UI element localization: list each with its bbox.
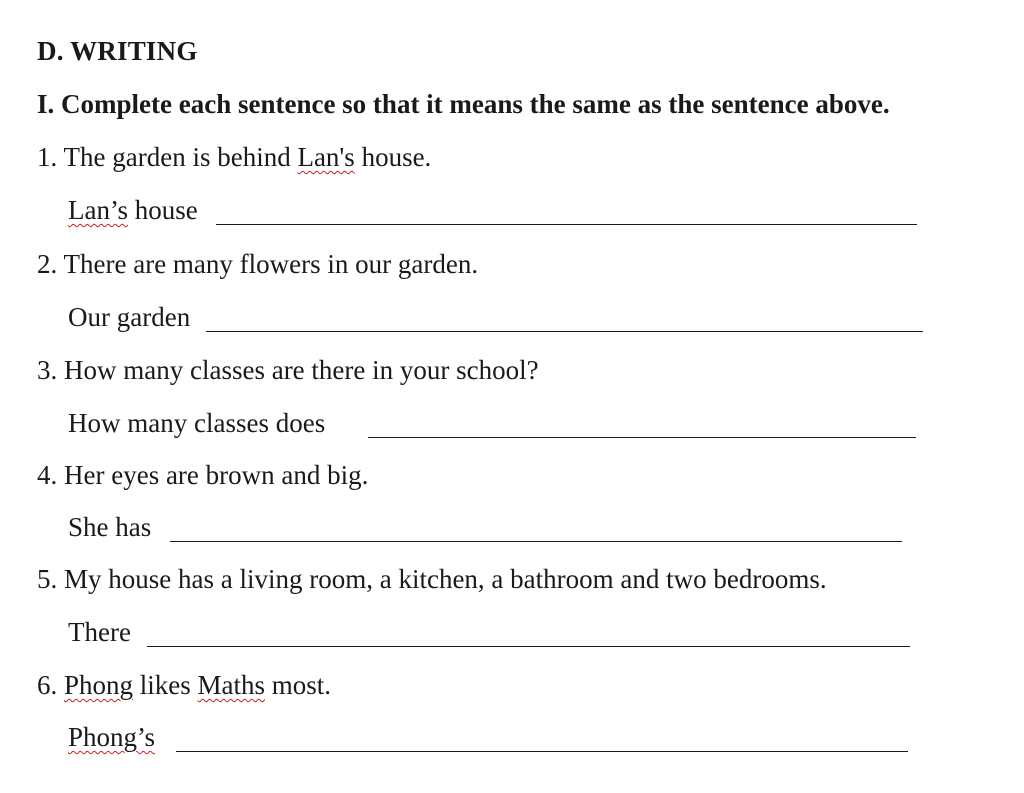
question-6: [37, 670, 331, 701]
spellcheck-flag-phong: Phong: [64, 670, 134, 700]
answer-4-prompt: She has: [68, 512, 152, 542]
question-1-text-end: house.: [354, 142, 432, 172]
answer-1-blank[interactable]: [216, 224, 917, 225]
answer-5-blank[interactable]: [147, 646, 910, 647]
answer-5-prompt: There: [68, 617, 131, 647]
spellcheck-flag-lans-answer: Lan’s: [68, 195, 128, 225]
spellcheck-flag-lans: Lan's: [297, 142, 355, 172]
question-4: 4. Her eyes are brown and big.: [37, 460, 369, 490]
question-6-text-mid: likes: [133, 670, 198, 700]
answer-6-blank[interactable]: [176, 751, 908, 752]
question-1-text-start: The garden is behind: [57, 142, 298, 172]
answer-6-prompt: [68, 722, 155, 753]
answer-2-blank[interactable]: [206, 331, 923, 332]
question-1-number: 1.: [37, 142, 58, 172]
answer-3-blank[interactable]: [368, 437, 916, 438]
spellcheck-flag-phongs: Phong’s: [68, 722, 156, 752]
question-6-number: 6.: [37, 670, 58, 700]
answer-1-prompt-rest: house: [128, 195, 198, 225]
instruction-text: I. Complete each sentence so that it means the same as the sentence above.: [37, 89, 890, 119]
answer-3-prompt: How many classes does: [68, 408, 326, 438]
question-3: 3. How many classes are there in your school?: [37, 355, 539, 385]
section-title: D. WRITING: [37, 36, 198, 66]
answer-4-blank[interactable]: [170, 541, 902, 542]
question-1: [37, 142, 431, 173]
spellcheck-flag-maths: Maths: [197, 670, 266, 700]
question-5: 5. My house has a living room, a kitchen, a bathroom and two bedrooms.: [37, 564, 827, 594]
answer-1-prompt: [68, 195, 198, 226]
answer-2-prompt: Our garden: [68, 302, 191, 332]
question-2: 2. There are many flowers in our garden.: [37, 249, 479, 279]
question-6-text-end: most.: [265, 670, 332, 700]
